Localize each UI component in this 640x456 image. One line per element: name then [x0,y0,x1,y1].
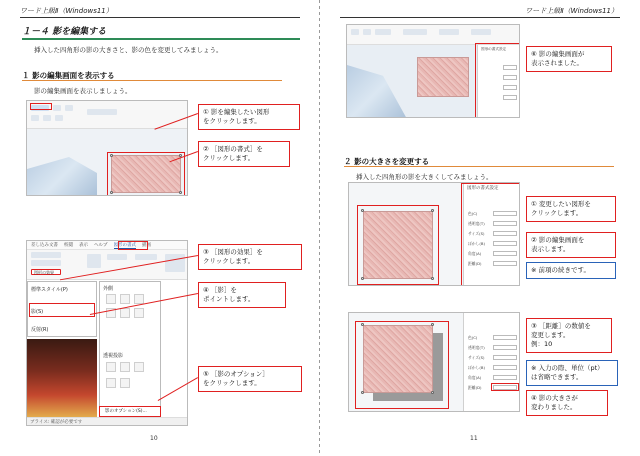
callout-step2: ② ［図形の書式］を クリックします。 [198,141,290,167]
ribbon-button [87,109,117,115]
shadow-preset[interactable] [106,362,116,372]
pane-row-distance: 距離(D) [468,385,517,391]
page-number: 11 [470,435,478,442]
shadow-options-item[interactable]: 影のオプション(S)... [105,409,147,414]
highlight-shape [357,205,439,285]
pane-title: 図形の書式設定 [467,186,499,191]
screenshot-shape-effects [26,240,188,426]
ribbon-button [363,29,371,35]
highlight-format-pane [461,183,520,286]
ribbon-button [53,105,61,111]
pink-rectangle[interactable] [417,57,469,97]
callout-size-changed: ④ 影の大きさが 変わりました。 [526,390,608,416]
pane-row-color: 色(C) [468,211,517,217]
shadow-preset[interactable] [134,362,144,372]
tab-draw[interactable]: 描画 [142,243,151,248]
running-header: ワード上級Ⅱ（Windows11） [525,7,618,15]
section-intro: 挿入した四角形の影の大きさと、影の色を変更してみましょう。 [34,46,223,54]
tab-view[interactable]: 表示 [79,243,88,248]
pane-row-angle: 角度(A) [468,375,517,381]
callout-step5: ⑤ ［影のオプション］ をクリックします。 [198,366,302,392]
ribbon [347,25,519,45]
header-rule [20,17,300,18]
pane-row-color: 色(C) [468,335,517,341]
highlight-distance-field [491,383,519,391]
submenu-perspective-header: 透視投影 [103,353,124,359]
section-rule [22,38,300,40]
step2-title: ２ 影の大きさを変更する [344,157,430,166]
note-unit-omit: ※ 入力の際、単位（pt） は省略できます。 [526,360,618,386]
color-field[interactable] [493,335,517,340]
shadow-preset[interactable] [120,378,130,388]
shadow-preset[interactable] [120,362,130,372]
pane-row-distance: 距離(D) [468,261,517,267]
ribbon-button [65,105,73,111]
pane-row-angle: 角度(A) [468,251,517,257]
step1-title: １ 影の編集画面を表示する [22,71,115,80]
tab-shape-format[interactable]: 図形の書式 [113,242,136,248]
highlight-shape-format-tab [30,103,52,110]
menu-preset[interactable]: 標準スタイル(P) [31,287,68,293]
highlight-shape [355,321,449,409]
transparency-field[interactable] [493,345,517,350]
note-continuation: ※ 前項の続きです。 [526,262,616,279]
photo-kimono [27,339,97,419]
ribbon-tabs [27,241,187,250]
ribbon-button [135,254,157,260]
highlight-shape-format [118,241,148,250]
blue-shape [27,157,97,196]
menu-shadow[interactable]: 影(S) [31,309,44,315]
callout-step4: ④ ［影］を ポイントします。 [198,282,286,308]
page-number: 10 [150,435,158,442]
shadow-preset[interactable] [134,308,144,318]
highlight-format-pane [475,43,520,118]
status-bar: ブライス: 確認が必要です [27,417,187,425]
shadow-preset[interactable] [106,294,116,304]
format-pane [463,313,520,412]
pane-row-blur: ぼかし(B) [468,365,517,371]
screenshot-shape-select [26,100,188,196]
highlight-shadow-item [29,303,95,317]
ribbon-button [471,29,491,35]
step2-rule [344,166,614,167]
blue-shape [347,65,407,118]
callout-show-pane: ② 影の編集画面を 表示します。 [526,232,616,258]
angle-field[interactable] [493,375,517,380]
size-field[interactable] [493,355,517,360]
screenshot-pane-open [346,24,520,118]
ribbon-button [87,254,101,268]
step1-rule [22,80,282,81]
ribbon-button [31,115,39,121]
shadow-preset[interactable] [106,378,116,388]
menu-reflection[interactable]: 反射(R) [31,327,49,333]
screenshot-select-shape [348,182,520,286]
section-title: １－４ 影を編集する [22,27,107,37]
ribbon-button [351,29,359,35]
shape-effects-label: 図形の効果 [34,270,54,275]
shadow-preset[interactable] [120,294,130,304]
pane-row-size: サイズ(S) [468,231,517,237]
header-rule [340,17,620,18]
callout-step1: ① 影を編集したい図形 をクリックします。 [198,104,300,130]
right-page [320,0,640,456]
callout-change-distance: ③ ［距離］の数値を 変更します。 例：10 [526,318,612,353]
callout-select-shape: ① 変更したい図形を クリックします。 [526,196,616,222]
ribbon-button [31,252,61,258]
ribbon-button [43,115,51,121]
step1-intro: 影の編集画面を表示しましょう。 [34,87,132,95]
running-header: ワード上級Ⅱ（Windows11） [20,7,113,15]
step2-intro: 挿入した四角形の影を大きくしてみましょう。 [356,173,493,181]
pane-row-transparency: 透明度(T) [468,221,517,227]
ribbon [27,250,187,280]
ribbon-button [107,254,127,260]
ribbon-button [403,29,427,35]
tab-help[interactable]: ヘルプ [94,243,108,248]
tab-review[interactable]: 校閲 [64,243,73,248]
pane-row-size: サイズ(S) [468,355,517,361]
callout-step3: ③ ［図形の効果］を クリックします。 [198,244,302,270]
screenshot-change-distance [348,312,520,412]
submenu-outer-header: 外側 [103,286,114,292]
pane-title: 図形の書式設定 [481,47,507,51]
shadow-preset[interactable] [120,308,130,318]
pane-row-transparency: 透明度(T) [468,345,517,351]
ribbon-button [375,29,391,35]
ribbon-button [439,29,459,35]
document-area [347,45,477,118]
tab-mail-merge[interactable]: 差し込み文書 [31,243,58,248]
ribbon-button [31,260,61,266]
pane-row-blur: ぼかし(B) [468,241,517,247]
callout-pane-shown: ⑥ 影の編集画面が 表示されました。 [526,46,612,72]
blur-field[interactable] [493,365,517,370]
ribbon-button [55,115,63,121]
